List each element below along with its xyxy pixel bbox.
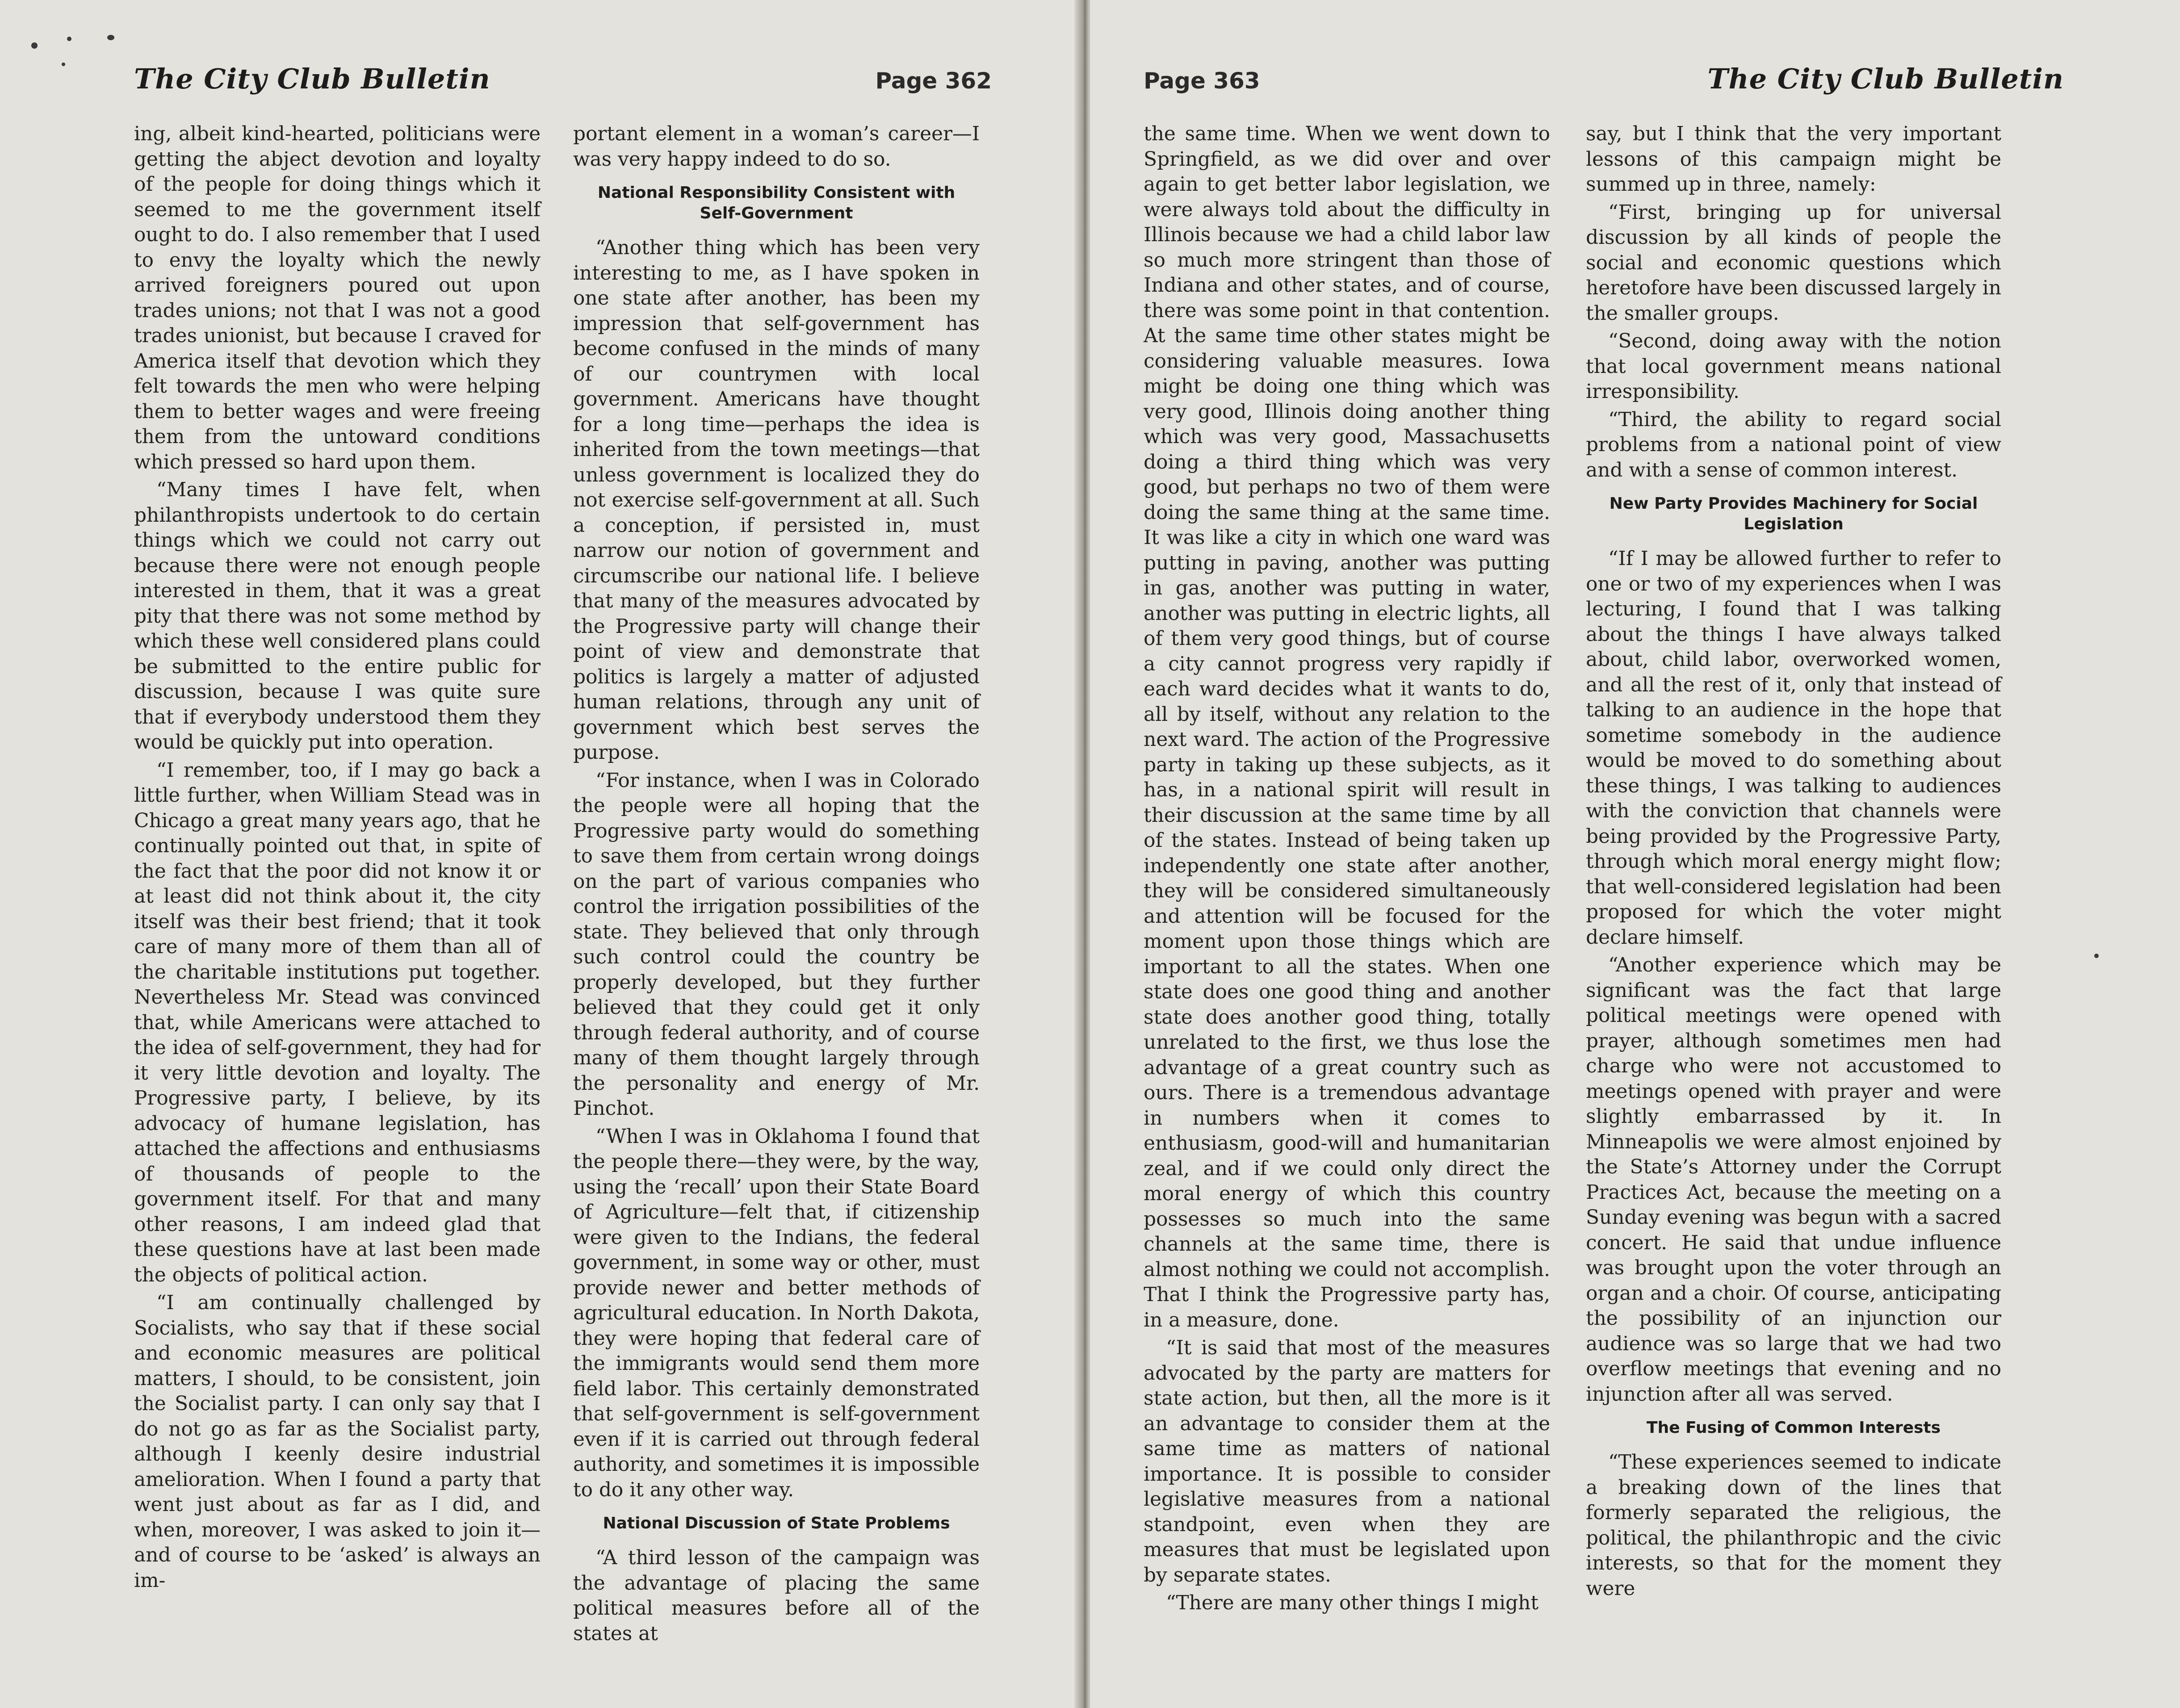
paragraph: ing, albeit kind-hearted, politicians were getting the abject devotion and loyalty of the people for doing things which it seemed to me the government itself ought to do. I also remember that I used to envy the loyalty which the newly arrived foreigners poured out upon trades unions; not that I was not a good trades unionist, but because I craved for America itself that devotion which they felt towards the men who were helping them to better wages and were freeing them from the untoward conditions which pressed so hard upon them. [134, 122, 541, 473]
masthead-title: The City Club Bulletin [134, 63, 490, 95]
paragraph: the same time. When we went down to Springfield, as we did over and over again to get better labor legislation, we were always told about the difficulty in Illinois because we had a child labor law so much more stringent than those of Indiana and other states, and of course, there was some point in that contention. At the same time other states might be considering valuable measures. Iowa might be doing one thing which was very good, Illinois doing another thing which was very good, Massachusetts doing a third thing which was very good, but perhaps no two of them were doing the same thing at the same time. It was like a city in which one ward was putting in paving, another was putting in gas, another was putting in water, another was putting in electric lights, all of them very good things, but of course a city cannot progress very rapidly if each ward decides what it wants to do, all by itself, without any relation to the next ward. The action of the Progressive party in taking up these subjects, as it has, in a national spirit will result in their discussion at the same time by all of the states. Instead of being taken up independently one state after another, they will be considered simultaneously and attention will be focused for the moment upon those things which are important to all the states. When one state does one good thing and another state does another good thing, totally unrelated to the first, we thus lose the advantage of a great country such as ours. There is a tremendous advantage in numbers when it comes to enthusiasm, good-will and humanitarian zeal, and if we could only direct the moral energy of which this country possesses so much into the same channels at the same time, there is almost nothing we could not accomplish. That I think the Progressive party has, in a measure, done. [1144, 122, 1550, 1331]
right-column-1 [1144, 121, 1550, 1614]
left-column-2 [573, 121, 980, 1645]
paragraph: “If I may be allowed further to refer to one or two of my experiences when I was lecturing, I found that I was talking about the things I have always talked about, child labor, overworked women, and all the rest of it, only that instead of talking to an audience in the hope that sometime somebody in the audience would be moved to do something about these things, I was talking to audiences with the conviction that channels were being provided by the Progressive Party, through which moral energy might flow; that well-considered legislation had been proposed for which the voter might declare himself. [1586, 547, 2001, 949]
ink-speck [107, 35, 114, 40]
paragraph: “I am continually challenged by Socialists, who say that if these social and economic measures are political matters, I should, to be consistent, join the Socialist party. I can only say that I do not go as far as the Socialist party, although I keenly desire industrial amelioration. When I found a party that went just about as far as I did, and when, moreover, I was asked to join it—and of course to be ‘asked’ is always an im- [134, 1291, 541, 1592]
page-number: Page 363 [1144, 68, 1260, 94]
paragraph: “A third lesson of the campaign was the advantage of placing the same political measures before all of the states at [573, 1546, 980, 1645]
right-column-2 [1586, 121, 2001, 1600]
paragraph: “When I was in Oklahoma I found that the people there—they were, by the way, using the ‘recall’ upon their State Board of Agriculture—felt that, if citizenship were given to the Indians, the federal government, in some way or other, must provide newer and better methods of agricultural education. In North Dakota, they were hoping that federal care of the immigrants would send them more field labor. This certainly demonstrated that self-government is self-government even if it is carried out through federal authority, and sometimes it is impossible to do it any other way. [573, 1125, 980, 1501]
right-page [1090, 0, 2180, 1708]
section-heading: National Responsibility Consistent with Self-Government [597, 184, 956, 222]
paragraph: “Another thing which has been very interesting to me, as I have spoken in one state after another, has been my impression that self-government has become confused in the minds of many of our countrymen with local government. Americans have thought for a long time—perhaps the idea is inherited from the town meetings—that unless government is localized they do not exercise self-government at all. Such a conception, if persisted in, must narrow our notion of government and circumscribe our national life. I believe that many of the measures advocated by the Progressive party will change their point of view and demonstrate that politics is largely a matter of adjusted human relations, through any unit of government which best serves the purpose. [573, 236, 980, 764]
paragraph: “Third, the ability to regard social problems from a national point of view and with a sense of common interest. [1586, 408, 2001, 481]
masthead-title: The City Club Bulletin [1707, 63, 2064, 95]
paragraph: “For instance, when I was in Colorado the people were all hoping that the Progressive party would do something to save them from certain wrong doings on the part of various companies who control the irrigation possibilities of the state. They believed that only through such control could the country be properly developed, but they further believed that they could get it only through federal authority, and of course many of them thought largely through the personality and energy of Mr. Pinchot. [573, 769, 980, 1120]
right-page-header [1144, 63, 2064, 98]
left-column-1 [134, 121, 541, 1595]
paragraph: “Many times I have felt, when philanthropists undertook to do certain things which we could not carry out because there were not enough people interested in them, that it was a great pity that there was not some method by which these well considered plans could be submitted to the entire public for discussion, because I was quite sure that if everybody understood them they would be quickly put into operation. [134, 478, 541, 754]
ink-speck [31, 42, 38, 49]
section-heading: New Party Provides Machinery for Social Legislation [1609, 494, 1978, 533]
ink-speck [2094, 954, 2099, 958]
ink-speck [67, 37, 71, 41]
paragraph: portant element in a woman’s career—I was very happy indeed to do so. [573, 122, 980, 171]
page-number: Page 362 [875, 68, 992, 94]
paragraph: “There are many other things I might [1166, 1591, 1539, 1614]
paragraph: “I remember, too, if I may go back a little further, when William Stead was in Chicago a great many years ago, that he continually pointed out that, in spite of the fact that the poor did not know it or at least did not think about it, the city itself was their best friend; that it took care of many more of them than all of the charitable institutions put together. Nevertheless Mr. Stead was convinced that, while Americans were attached to the idea of self-government, they had for it very little devotion and loyalty. The Progressive party, I believe, by its advocacy of humane legislation, has attached the affections and enthusiasms of thousands of people to the government itself. For that and many other reasons, I am indeed glad that these questions have at last been made the objects of political action. [134, 758, 541, 1286]
ink-speck [62, 63, 65, 66]
paragraph: “Second, doing away with the notion that local government means national irresponsibility. [1586, 330, 2001, 403]
left-page-header [134, 63, 992, 98]
section-heading: National Discussion of State Problems [603, 1514, 950, 1532]
section-heading: The Fusing of Common Interests [1646, 1419, 1941, 1437]
paragraph: “First, bringing up for universal discussion by all kinds of people the social and economic questions which heretofore have been discussed largely in the smaller groups. [1586, 201, 2001, 325]
paragraph: say, but I think that the very important lessons of this campaign might be summed up in three, namely: [1586, 122, 2001, 196]
left-page [0, 0, 1079, 1708]
paragraph: “It is said that most of the measures advocated by the party are matters for state action, but then, all the more is it an advantage to consider them at the same time as matters of national importance. It is possible to consider legislative measures from a national standpoint, even when they are measures that must be legislated upon by separate states. [1144, 1336, 1550, 1587]
paragraph: “Another experience which may be significant was the fact that large political meetings were opened with prayer, although sometimes men had charge who were not accustomed to meetings opened with prayer and were slightly embarrassed by it. In Minneapolis we were almost enjoined by the State’s Attorney under the Corrupt Practices Act, because the meeting on a Sunday evening was begun with a sacred concert. He said that undue influence was brought upon the voter through an organ and a choir. Of course, anticipating the possibility of an injunction our audience was so large that we had two overflow meetings that evening and no injunction after all was served. [1586, 954, 2001, 1406]
paragraph: “These experiences seemed to indicate a breaking down of the lines that formerly separated the religious, the political, the philanthropic and the civic interests, so that for the moment they were [1586, 1451, 2001, 1600]
